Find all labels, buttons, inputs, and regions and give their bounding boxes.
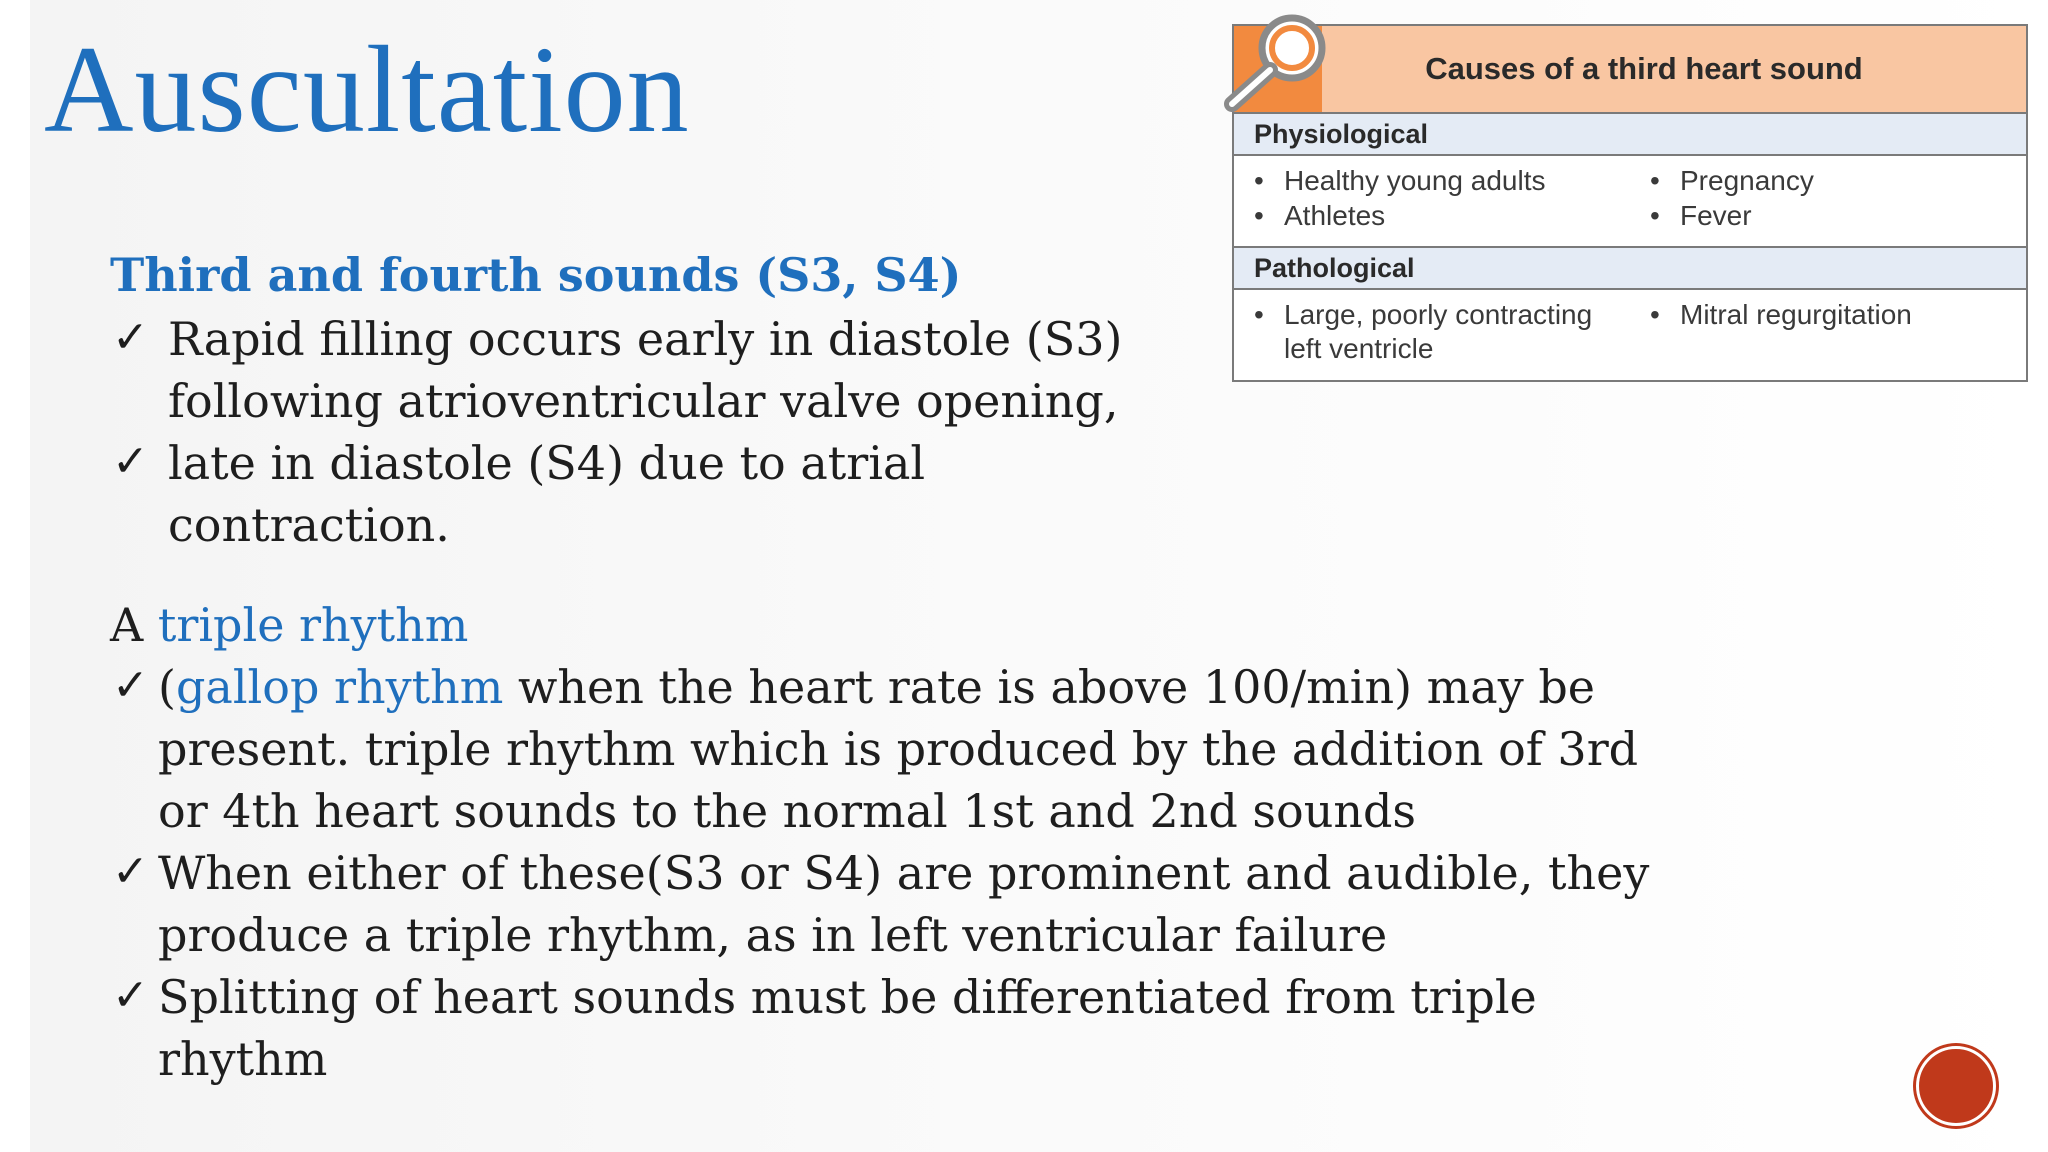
bullet-text: When either of these(S3 or S4) are prominent and audible, they <box>158 846 1650 900</box>
section-physiological <box>1234 112 2026 156</box>
table-title: Causes of a third heart sound <box>1425 51 1863 86</box>
bullet-text: contraction. <box>168 498 450 552</box>
list-item: • Pregnancy <box>1650 165 1814 196</box>
check-icon: ✓ <box>112 660 149 711</box>
section-label: Pathological <box>1254 253 1415 283</box>
check-icon: ✓ <box>112 312 149 363</box>
section-label: Physiological <box>1254 119 1429 149</box>
check-icon: ✓ <box>112 846 149 897</box>
third-heart-sound-table <box>1232 24 2028 382</box>
bullet-text: or 4th heart sounds to the normal 1st and 2nd sounds <box>158 784 1417 838</box>
triple-rhythm-heading: A triple rhythm <box>110 598 469 652</box>
list-item: • Large, poorly contracting left ventricle <box>1254 299 1593 364</box>
bullet-text: late in diastole (S4) due to atrial <box>168 436 926 490</box>
bullet-text: rhythm <box>158 1032 328 1086</box>
slide-title: Auscultation <box>44 21 690 158</box>
bullet-text: produce a triple rhythm, as in left ventricular failure <box>158 908 1388 962</box>
section-pathological <box>1234 246 2026 290</box>
check-icon: ✓ <box>112 436 149 487</box>
magnifier-icon <box>1214 8 1344 118</box>
list-item: • Fever <box>1650 200 1752 231</box>
list-item: • Athletes <box>1254 200 1386 231</box>
list-item: • Healthy young adults <box>1254 165 1546 196</box>
bullet-text: Rapid filling occurs early in diastole (S3) <box>168 312 1123 366</box>
bullet-text: following atrioventricular valve opening, <box>168 374 1119 428</box>
slide-nav-button[interactable] <box>1916 1046 1996 1126</box>
list-item: • Mitral regurgitation <box>1650 299 1912 330</box>
bullet-text: Splitting of heart sounds must be differentiated from triple <box>158 970 1537 1024</box>
bullet-text: present. triple rhythm which is produced by the addition of 3rd <box>158 722 1639 776</box>
section-heading: Third and fourth sounds (S3, S4) <box>110 248 962 302</box>
check-icon: ✓ <box>112 970 149 1021</box>
bullet-text: (gallop rhythm when the heart rate is above 100/min) may be <box>158 660 1595 714</box>
